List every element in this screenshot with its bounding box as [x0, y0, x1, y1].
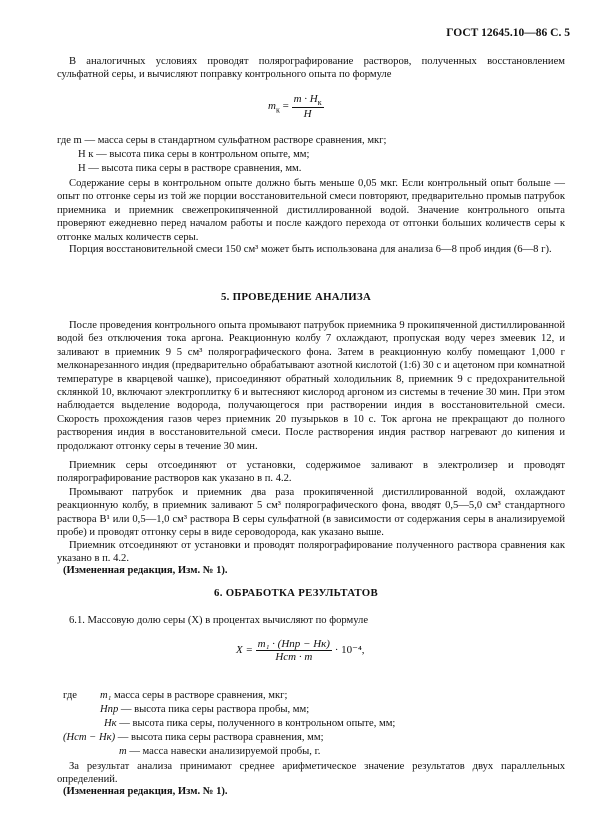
paragraph-portion: Порция восстановительной смеси 150 см³ может быть использована для анализа 6—8 проб индия (6—8 г). [69, 244, 552, 255]
edit-note: (Измененная редакция, Изм. № 1). [63, 786, 228, 797]
paragraph-control-check: Содержание серы в контрольном опыте должно быть меньше 0,05 мкг. Если контрольный опыт больше — опыт по отгонке серы из той же порции восстановительной смеси повторяют, предварительно промыв патрубок приемника и приемник свежепрокипяченной дистиллированной водой. Значение контрольного опыта проверяют ежедневно перед началом работы и после каждого перехода от отгонки больших количеств серы к отгонке малых количеств серы. [57, 178, 565, 243]
paragraph-intro: В аналогичных условиях проводят полярографирование растворов, полученных восстановлением сульфатной серы, и вычисляют поправку контрольного опыта по формуле [57, 56, 565, 81]
legend-line: где m — масса серы в стандартном сульфатном растворе сравнения, мкг; [57, 135, 387, 146]
formula-result: X = m₁ · (Hпр − Hк) Hст · m · 10⁻⁴, [236, 638, 365, 663]
legend-row: Hк — высота пика серы, полученного в контрольном опыте, мм; [104, 718, 396, 729]
page-header: ГОСТ 12645.10—86 С. 5 [446, 27, 570, 39]
legend-line: H — высота пика серы в растворе сравнения, мм. [78, 163, 302, 174]
legend-line: H к — высота пика серы в контрольном опыте, мм; [78, 149, 310, 160]
legend-row: m — масса навески анализируемой пробы, г. [119, 746, 321, 757]
edit-note: (Измененная редакция, Изм. № 1). [63, 565, 228, 576]
legend-row: m₁ масса серы в растворе сравнения, мкг; [100, 690, 288, 701]
section-heading-5: 5. ПРОВЕДЕНИЕ АНАЛИЗА [220, 291, 372, 303]
formula-fraction: m₁ · (Hпр − Hк) Hст · m [257, 638, 330, 663]
paragraph-rinse: Промывают патрубок и приемник два раза прокипяченной дистиллированной водой, охлаждают реакционную колбу, в приемник заливают 5 см³ полярографического фона, вводят 0,5—5,0 см³ стандартного раствора В¹ или 0,5—1,0 см³ раствора В серы сульфатной (в зависимости от содержания серы в анализируемой пробе) и проводят отгонку серы в виде сероводорода, как указано выше. [57, 487, 565, 539]
legend-lead: где [63, 690, 77, 701]
paragraph-formula-intro: 6.1. Массовую долю серы (X) в процентах вычисляют по формуле [69, 615, 369, 626]
legend-row: (Hст − Hк) — высота пика серы раствора сравнения, мм; [63, 732, 324, 743]
legend-row: Hпр — высота пика серы раствора пробы, мм; [100, 704, 310, 715]
section-heading-6: 6. ОБРАБОТКА РЕЗУЛЬТАТОВ [214, 587, 378, 599]
paragraph-receiver: Приемник серы отсоединяют от установки, содержимое заливают в электролизер и проводят полярографирование растворов как указано в п. 4.2. [57, 460, 565, 485]
paragraph-reference: Приемник отсоединяют от установки и проводят полярографирование полученного раствора сравнения как указано в п. 4.2. [57, 540, 565, 565]
paragraph-result: За результат анализа принимают среднее арифметическое значение результатов двух параллельных определений. [57, 761, 565, 786]
formula-control: $m_к$ = $m \cdot H_к$ H [268, 93, 322, 121]
formula-fraction: $m \cdot H_к$ H [293, 93, 322, 121]
paragraph-procedure: После проведения контрольного опыта промывают патрубок приемника 9 прокипяченной дистиллированной водой без отключения тока аргона. Реакционную колбу 7 охлаждают, пропуская воду через змеевик 12, и заливают в приемник 9 5 см³ полярографического фона. Затем в реакционную колбу помещают 1,000 г мелконарезанного индия (предварительно обрабатывают азотной кислотой (1:6) 30 с и ацетоном при комнатной температуре в кварцевой чашке), присоединяют обратный холодильник 8, приемник 9 с предохранительной склянкой 10, включают электроплитку 6 и вытесняют кислород аргоном из системы в течение 30 мин. При этом наблюдается выделение водорода, получающегося при растворении индия в восстановительной смеси. Скорость прохождения газов через приемник 20 пузырьков в 10 с. Ток аргона не прекращают до полного растворения индия в восстановительной смеси. После растворения индия раствор нагревают до кипения и продолжают отгонку серы в течение 30 мин. [57, 320, 565, 452]
